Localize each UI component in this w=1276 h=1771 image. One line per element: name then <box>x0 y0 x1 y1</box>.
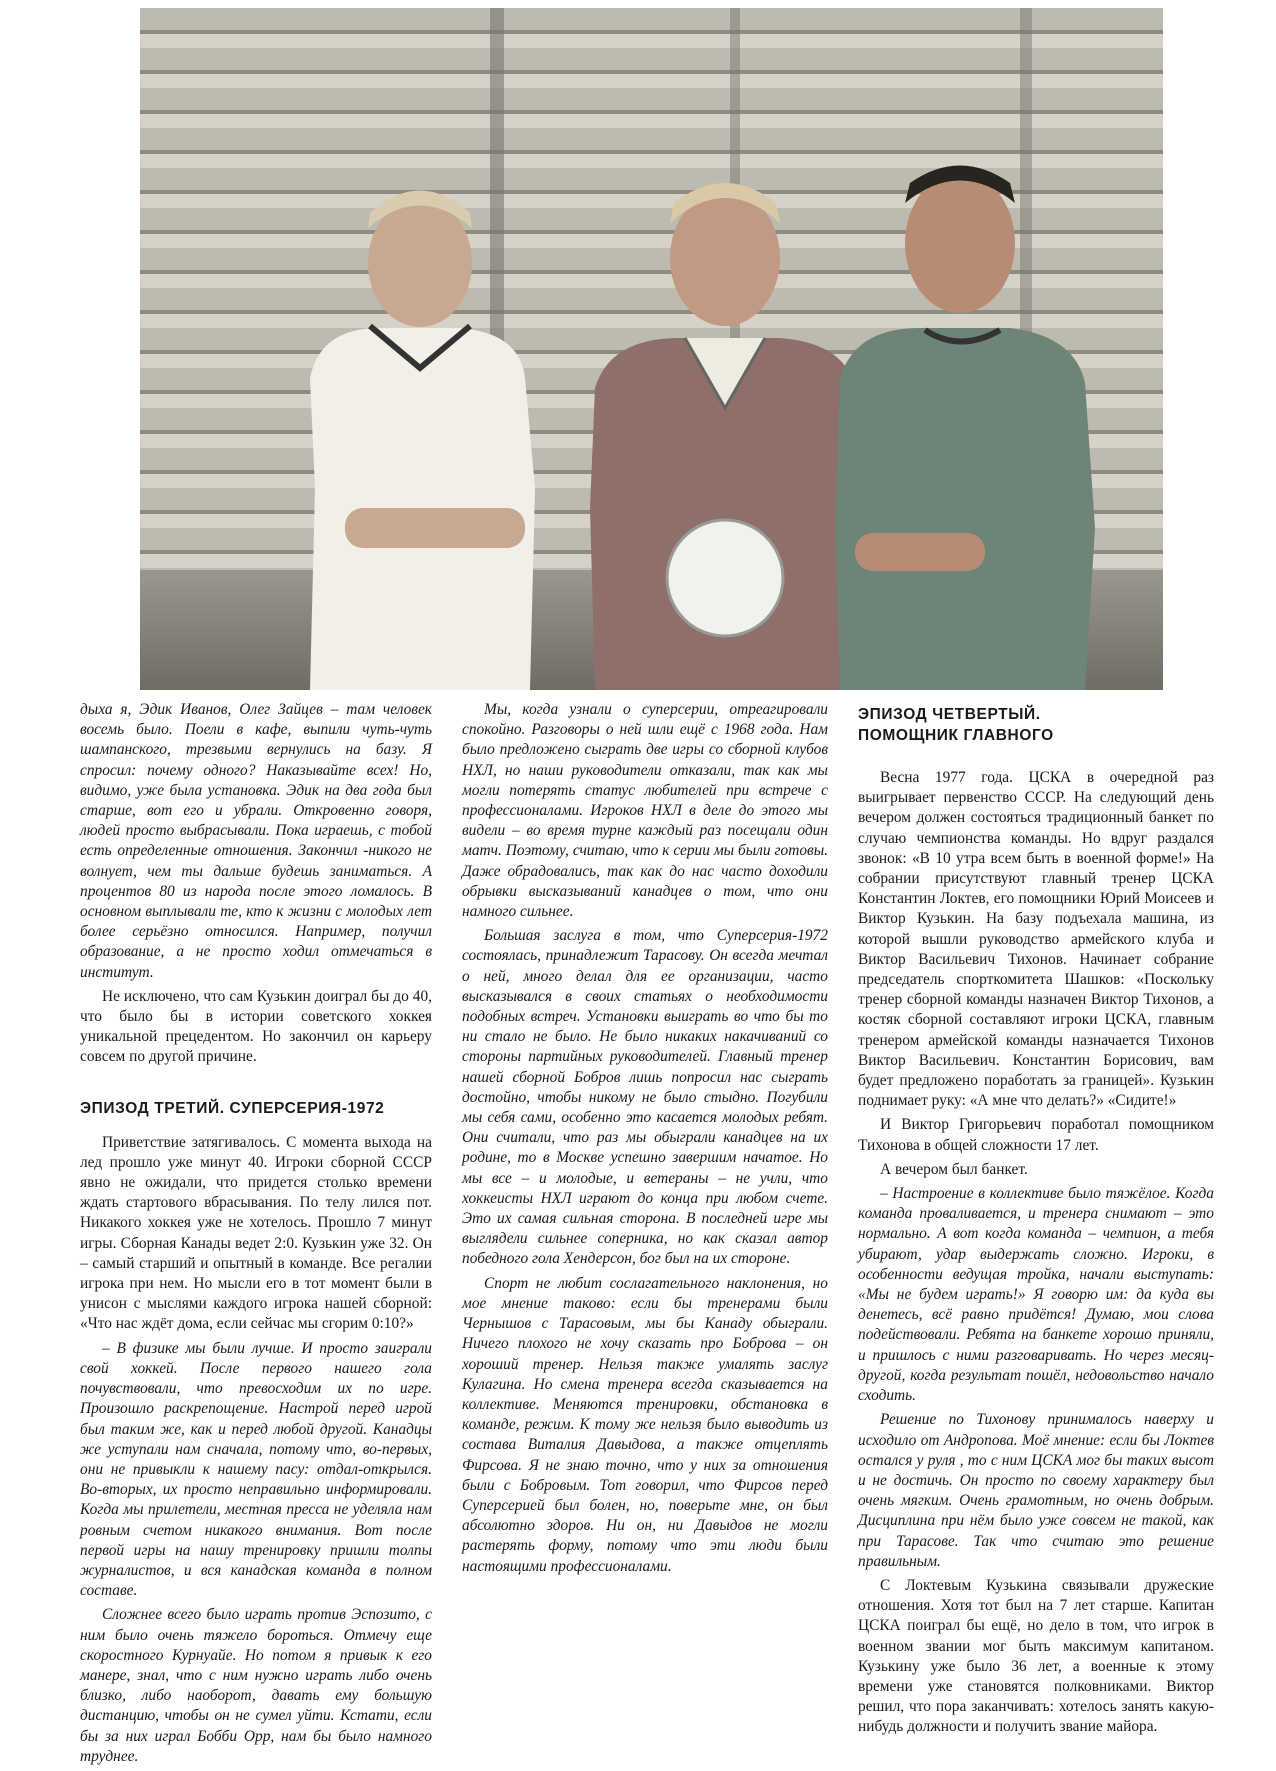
section-heading: ЭПИЗОД ТРЕТИЙ. СУПЕРСЕРИЯ-1972 <box>80 1099 385 1117</box>
paragraph: С Локтевым Кузькина связывали дружеские отношения. Хотя тот был на 7 лет старше. Капитан ЦСКА поиграл бы ещё, но дело в том, что игрок в военном звании мог быть максимум капитаном. Кузькину уже было 36 лет, а военные к этому времени уже становятся полковниками. Виктор решил, что пора заканчивать: хотелось занять какую-нибудь должности и получить звание майора. <box>858 1576 1214 1736</box>
section-heading-line: ЭПИЗОД ЧЕТВЕРТЫЙ. <box>858 706 1041 723</box>
article-photo <box>140 8 1163 690</box>
section-heading-line: ПОМОЩНИК ГЛАВНОГО <box>858 727 1054 744</box>
paragraph: – В физике мы были лучше. И просто заиграли свой хоккей. После первого нашего гола почувствовали, что превосходим их по игре. Произошло раскрепощение. Настрой перед игрой был таким же, как и перед любой другой. Канадцы же уступали нам сначала, потому что, во-первых, они не привыкли к нашему пасу: отдал-открылся. Во-вторых, их просто неправильно информировали. Когда мы прилетели, местная пресса не уделяла нам ровным счетом никакого внимания. Вот после первой игры на нашу тренировку пришли толпы журналистов, и вся канадская команда в полном составе. <box>80 1339 432 1600</box>
three-men-portrait-photo <box>140 8 1163 690</box>
paragraph: Решение по Тихонову принималось наверху и исходило от Андропова. Моё мнение: если бы Локтев остался у руля , то с ним ЦСКА мог бы таких высот и не достичь. Он просто по своему характеру был очень мягким. Очень грамотным, но очень добрым. Дисциплина при нём было уже совсем не такой, как при Тарасове. Так что считаю это решение правильным. <box>858 1411 1214 1570</box>
paragraph: Не исключено, что сам Кузькин доиграл бы до 40, что было бы в истории советского хоккея уникальной прецедентом. Но закончил он карьеру совсем по другой причине. <box>80 987 432 1066</box>
paragraph: Сложнее всего было играть против Эспозито, с ним было очень тяжело бороться. Отмечу еще скоростного Курнуайе. Но потом я привык к его манере, знал, что с ним нужно играть либо очень близко, либо наоборот, давать ему большую дистанцию, чтобы он не сумел уйти. Кстати, если бы за них играл Бобби Орр, нам бы было намного труднее. <box>80 1606 432 1765</box>
paragraph: Большая заслуга в том, что Суперсерия-1972 состоялась, принадлежит Тарасову. Он всегда мечтал о ней, много делал для ее организации, часто высказывался в своих статьях о необходимости подобных встреч. Установки выиграть во что бы то ни стало не было. Не было никаких накачиваний со стороны партийных руководителей. Главный тренер нашей сборной Бобров лишь попросил нас сыграть достойно, чтобы никому не было стыдно. Погубили мы себя сами, особенно это касается молодых ребят. Они считали, что раз мы обыграли канадцев на их родине, то в Москве успешно завершим начатое. Но мы все – и молодые, и ветераны – не учли, что хоккеисты НХЛ играют до конца при любом счете. Это их самая сильная сторона. В последней игре мы выглядели сильнее соперника, но как сказал автор победного гола Хендерсон, бог был на их стороне. <box>462 927 828 1268</box>
section-heading <box>858 704 1214 746</box>
paragraph: Мы, когда узнали о суперсерии, отреагировали спокойно. Разговоры о ней шли ещё с 1968 года. Нам было предложено сыграть две игры со сборной клубов НХЛ, но наши руководители отказали, так как мы могли потерять статус любителей при встрече с профессионалами. Игроков НХЛ в деле до этого мы видели – во время турне каждый раз посещали один матч. Поэтому, считаю, что к серии мы были готовы. Даже обрадовались, так как до нас часто доходили обрывки высказываний канадцев о том, что они намного сильнее. <box>462 701 828 921</box>
article-column-1 <box>80 700 432 1771</box>
paragraph: Приветствие затягивалось. С момента выхода на лед прошло уже минут 40. Игроки сборной СССР явно не ожидали, что придется столько времени ждать стартового вбрасывания. По телу лился пот. Никакого хоккея уже не хотелось. Прошло 7 минут игры. Сборная Канады ведет 2:0. Кузькин уже 32. Он – самый старший и опытный в команде. Все регалии игрока при нем. Но мысли его в тот момент были в унисон с мыслями каждого игрока нашей сборной: «Что нас ждёт дома, если сейчас мы сгорим 0:10?» <box>80 1133 432 1333</box>
article-column-2 <box>462 700 828 1581</box>
paragraph: – Настроение в коллективе было тяжёлое. Когда команда проваливается, и тренера снимают – это нормально. А вот когда команда – чемпион, а тебя убирают, удар выдержать сложно. Игроки, в особенности ведущая тройка, начали выступать: «Мы не будем играть!» Я говорю им: да куда вы денетесь, всё равно придётся! Думаю, мои слова подействовали. Ребята на банкете хорошо приняли, и пришлось с ними разговаривать. Но через месяц-другой, когда результат пошёл, недовольство начало сходить. <box>858 1185 1214 1405</box>
paragraph: А вечером был банкет. <box>880 1160 1028 1178</box>
article-column-3 <box>858 700 1214 1742</box>
paragraph: Спорт не любит сослагательного наклонения, но мое мнение таково: если бы тренерами были Чернышов с Тарасовым, мы бы Канаду обыграли. Ничего плохого не хочу сказать про Боброва – он хороший тренер. Нельзя также умалять заслуг Кулагина. Но смена тренера всегда сказывается на коллективе. Меняются тренировки, обстановка в команде, режим. К тому же нельзя было выводить из состава Виталия Давыдова, а также отцеплять Фирсова. Я не знаю точно, что у них за отношения были с Бобровым. Тот говорил, что Фирсов перед Суперсерией был болен, но, поверьте мне, он был абсолютно здоров. Ни он, ни Давыдов не могли растерять форму, потому что эти люди были настоящими профессионалами. <box>462 1274 828 1575</box>
paragraph: Весна 1977 года. ЦСКА в очередной раз выигрывает первенство СССР. На следующий день вечером должен состояться традиционный банкет по случаю чемпионства команды. Но вдруг раздался звонок: «В 10 утра всем быть в военной форме!» На собрании присутствуют главный тренер ЦСКА Константин Локтев, его помощники Юрий Моисеев и Виктор Кузькин. На базу подъехала машина, из которой вышли руководство армейского клуба и Виктор Васильевич Тихонов. Начинает собрание председатель спорткомитета Шашков: «Поскольку тренер сборной команды назначен Виктор Тихонов, а костяк сборной составляют игроки ЦСКА, главным тренером армейской команды назначается Тихонов Виктор Васильевич. Константин Борисович, вам будет предложено поработать за границей». Кузькин поднимает руку: «А мне что делать?» «Сидите!» <box>858 769 1214 1110</box>
paragraph: дыха я, Эдик Иванов, Олег Зайцев – там человек восемь было. Поели в кафе, выпили чуть-чуть шампанского, трезвыми вернулись на базу. Я спросил: почему одного? Наказывайте всех! Но, видимо, уже была установка. Эдик на два года был старше, вот его и убрали. Откровенно говоря, людей просто выбрасывали. Пока играешь, с тобой есть определенные отношения. Закончил -никого не волнует, чем ты дальше будешь заниматься. А процентов 80 из народа после этого ломалось. В основном выплывали те, кто к жизни с молодых лет более серьёзно относился. Например, получил образование, а не просто ходил отмечаться в институт. <box>80 701 432 981</box>
paragraph: И Виктор Григорьевич поработал помощником Тихонова в общей сложности 17 лет. <box>858 1116 1214 1154</box>
